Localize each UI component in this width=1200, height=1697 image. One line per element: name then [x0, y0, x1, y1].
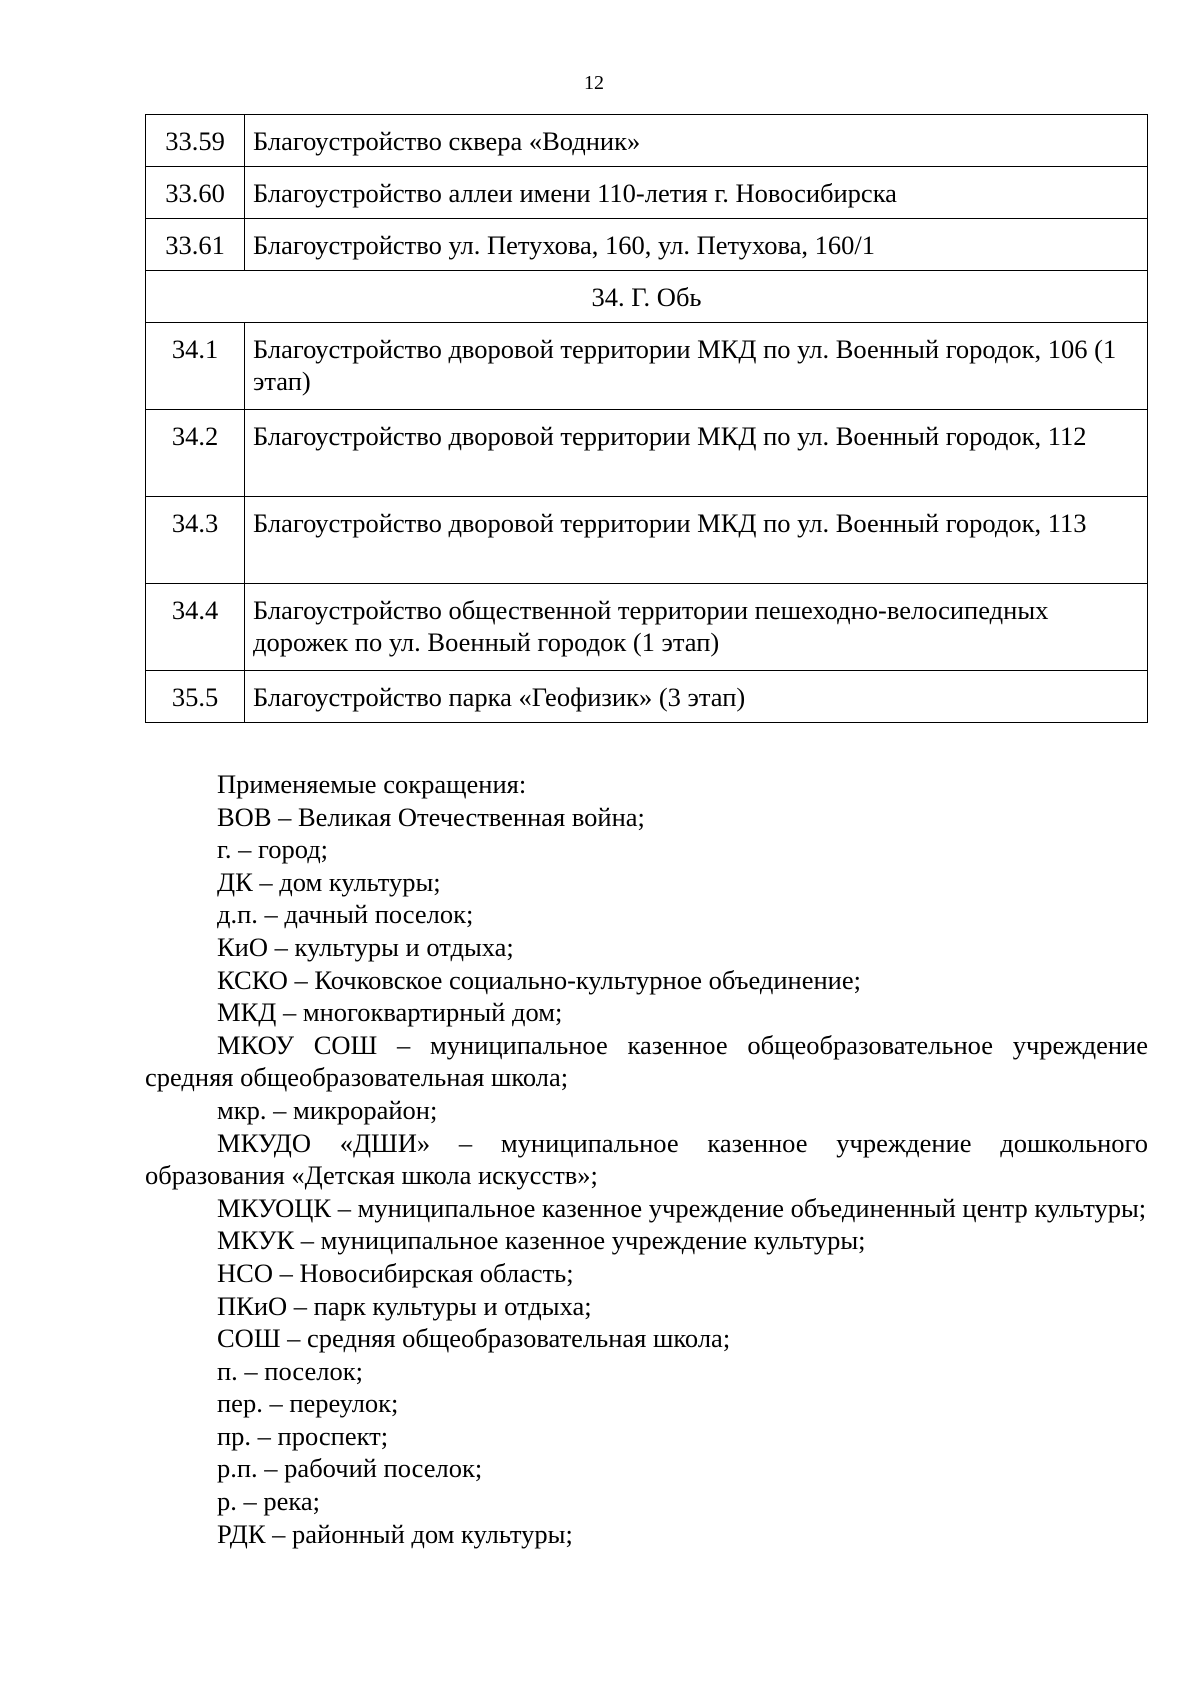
- row-text: Благоустройство аллеи имени 110-летия г. Новосибирска: [245, 167, 1148, 219]
- table-row: [146, 671, 1148, 723]
- table-row: [146, 115, 1148, 167]
- abbreviation-item: КСКО – Кочковское социально-культурное объединение;: [217, 964, 861, 995]
- table-row: [146, 497, 1148, 584]
- projects-table: [145, 114, 1148, 723]
- abbreviation-item: ВОВ – Великая Отечественная война;: [217, 801, 645, 832]
- row-number: 34.1: [146, 323, 245, 410]
- abbreviation-item: МКУОЦК – муниципальное казенное учреждение объединенный центр культуры;: [217, 1192, 1147, 1223]
- section-row: [146, 271, 1148, 323]
- row-number: 33.59: [146, 115, 245, 167]
- table-row: [146, 584, 1148, 671]
- row-number: 34.4: [146, 584, 245, 671]
- row-number: 35.5: [146, 671, 245, 723]
- abbreviation-item: СОШ – средняя общеобразовательная школа;: [217, 1323, 731, 1354]
- abbreviation-item: МКУК – муниципальное казенное учреждение культуры;: [217, 1225, 866, 1256]
- abbreviation-item: д.п. – дачный поселок;: [217, 899, 474, 930]
- table-row: [146, 323, 1148, 410]
- row-text: Благоустройство сквера «Водник»: [245, 115, 1148, 167]
- abbreviation-item: РДК – районный дом культуры;: [217, 1518, 573, 1549]
- abbreviation-item: г. – город;: [217, 834, 329, 865]
- abbreviation-item: п. – поселок;: [217, 1355, 363, 1386]
- abbreviation-item: НСО – Новосибирская область;: [217, 1257, 574, 1288]
- abbreviation-item: пер. – переулок;: [217, 1388, 399, 1419]
- row-number: 34.2: [146, 410, 245, 497]
- row-text: Благоустройство ул. Петухова, 160, ул. Петухова, 160/1: [245, 219, 1148, 271]
- abbreviations-list: [145, 768, 1148, 1550]
- section-title: 34. Г. Обь: [146, 271, 1148, 323]
- abbreviation-item: мкр. – микрорайон;: [217, 1094, 438, 1125]
- abbreviation-item: р. – река;: [217, 1486, 320, 1517]
- abbreviation-item: р.п. – рабочий поселок;: [217, 1453, 483, 1484]
- abbreviation-item: КиО – культуры и отдыха;: [217, 931, 514, 962]
- row-text: Благоустройство общественной территории пешеходно-велосипедных дорожек по ул. Военный городок (1 этап): [245, 584, 1148, 671]
- row-number: 33.61: [146, 219, 245, 271]
- table-row: [146, 167, 1148, 219]
- row-text: Благоустройство дворовой территории МКД по ул. Военный городок, 112: [245, 410, 1148, 497]
- abbreviation-item: пр. – проспект;: [217, 1420, 389, 1451]
- row-number: 34.3: [146, 497, 245, 584]
- table-row: [146, 410, 1148, 497]
- abbreviation-item: МКД – многоквартирный дом;: [217, 997, 563, 1028]
- abbreviations-heading: Применяемые сокращения:: [217, 769, 527, 799]
- row-text: Благоустройство дворовой территории МКД по ул. Военный городок, 106 (1 этап): [245, 323, 1148, 410]
- row-number: 33.60: [146, 167, 245, 219]
- row-text: Благоустройство дворовой территории МКД по ул. Военный городок, 113: [245, 497, 1148, 584]
- table-row: [146, 219, 1148, 271]
- abbreviation-item: МКОУ СОШ – муниципальное казенное общеобразовательное учреждение средняя общеобразовательная школа;: [145, 1029, 1148, 1093]
- abbreviation-item: МКУДО «ДШИ» – муниципальное казенное учреждение дошкольного образования «Детская школа искусств»;: [145, 1127, 1148, 1191]
- abbreviation-item: ПКиО – парк культуры и отдыха;: [217, 1290, 592, 1321]
- abbreviation-item: ДК – дом культуры;: [217, 866, 441, 897]
- row-text: Благоустройство парка «Геофизик» (3 этап): [245, 671, 1148, 723]
- page-number: 12: [584, 72, 604, 94]
